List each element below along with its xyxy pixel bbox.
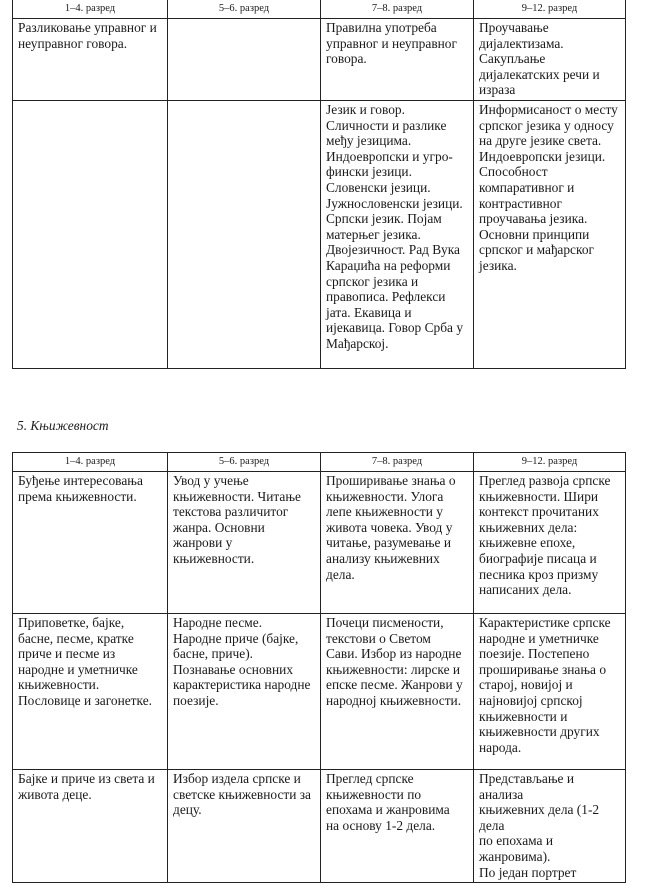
table-cell: Бајке и приче из света и живота деце. (13, 770, 168, 883)
column-header: 9–12. разред (474, 0, 626, 19)
column-header: 1–4. разред (13, 453, 168, 472)
table-row (13, 770, 626, 883)
table-row (13, 100, 626, 368)
table-cell: Језик и говор. Сличности и разлике међу језицима. Индоевропски и угро- фински језици. Словенски језици. Јужнословенски језици. Српски језик. Појам матерњег језика. Двојезичност. Рад Вука Караџића на реформи српског језика и правописа. Рефлекси јата. Екавица и ијекавица. Говор Срба у Мађарској. (321, 100, 474, 368)
table-cell (13, 100, 168, 368)
table-cell: Преглед српске књижевности по епохама и жанровима на основу 1-2 дела. (321, 770, 474, 883)
table-cell: Приповетке, бајке, басне, песме, кратке приче и песме из народне и уметничке књижевности. Пословице и загонетке. (13, 614, 168, 770)
table-cell: Буђење интересовања према књижевности. (13, 472, 168, 614)
column-header: 7–8. разред (321, 0, 474, 19)
table-cell: Правилна употреба управног и неуправног говора. (321, 19, 474, 101)
table-cell: Информисаност о месту српског језика у односу на друге језике света. Индоевропски језици. Способност компаративног и контрастивног проучавања језика. Основни принципи српског и мађарског језика. (474, 100, 626, 368)
column-header: 5–6. разред (168, 0, 321, 19)
table-header-row (13, 453, 626, 472)
section-title: 5. Књижевност (17, 418, 109, 433)
table-cell: Преглед развоја српске књижевности. Шири контекст прочитаних књижевних дела: књижевне епохе, биографије писаца и песника кроз призму написаних дела. (474, 472, 626, 614)
curriculum-table-language (12, 0, 626, 369)
curriculum-table-literature (12, 452, 626, 883)
table-cell: Народне песме. Народне приче (бајке, басне, приче). Познавање основних карактеристика народне поезије. (168, 614, 321, 770)
table-cell: Представљање и анализа књижевних дела (1-2 дела по епохама и жанровима). По један портрет (474, 770, 626, 883)
table-cell: Избор издела српске и светске књижевности за децу. (168, 770, 321, 883)
table-cell: Почеци писмености, текстови о Светом Сави. Избор из народне књижевности: лирске и епске песме. Жанрови у народној књижевности. (321, 614, 474, 770)
table-row (13, 472, 626, 614)
column-header: 5–6. разред (168, 453, 321, 472)
table-cell (168, 19, 321, 101)
table-cell: Карактеристике српске народне и уметничке поезије. Постепено проширивање знања о старој, новијој и најновијој српској књижевности и књижевности других народа. (474, 614, 626, 770)
table-row (13, 19, 626, 101)
column-header: 7–8. разред (321, 453, 474, 472)
table-cell: Проширивање знања о књижевности. Улога лепе књижевности у живота човека. Увод у читање, разумевање и анализу књижевних дела. (321, 472, 474, 614)
column-header: 1–4. разред (13, 0, 168, 19)
table-cell: Разликовање управног и неуправног говора. (13, 19, 168, 101)
table-cell: Проучавање дијалектизама. Сакупљање дијалекатских речи и израза (474, 19, 626, 101)
table-header-row (13, 0, 626, 19)
table-cell (168, 100, 321, 368)
table-row (13, 614, 626, 770)
column-header: 9–12. разред (474, 453, 626, 472)
table-cell: Увод у учење књижевности. Читање текстова различитог жанра. Основни жанрови у књижевности. (168, 472, 321, 614)
